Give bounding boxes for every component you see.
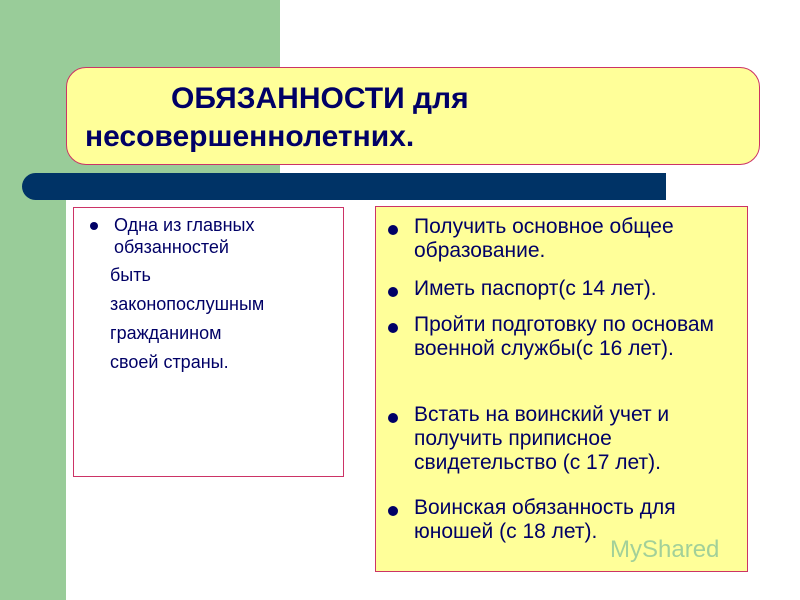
bullet-dot-icon [388,225,398,235]
list-item-text: Получить основное общее образование. [414,215,674,262]
list-item [386,277,741,301]
list-item-text: Встать на воинский учет и получить приписное свидетельство (с 17 лет). [414,403,670,474]
list-item-text: Иметь паспорт(с 14 лет). [414,277,657,300]
left-text-line: законопослушным [110,294,265,314]
left-text-line: гражданином [110,323,222,343]
bullet-dot-icon [388,323,398,333]
slide-title-line-1: ОБЯЗАННОСТИ для [171,82,469,115]
watermark-logo: MyShared [610,536,720,563]
bullet-dot-icon [388,413,398,423]
list-item [386,403,741,475]
list-item [386,313,741,361]
left-text-line: своей страны. [110,352,229,372]
list-item-text: Пройти подготовку по основам военной службы(с 16 лет). [414,313,714,360]
bullet-dot-icon [388,506,398,516]
bullet-dot-icon [388,287,398,297]
left-bullet-text: Одна из главных обязанностей [114,215,255,257]
left-text-box [73,207,344,477]
list-item-text: Воинская обязанность для юношей (с 18 лет). [414,496,676,543]
slide-title-box [66,67,760,165]
left-bullet-item [86,214,336,258]
list-item [386,215,741,263]
bullet-dot-icon [90,222,98,230]
slide-title-line-2: несовершеннолетних. [85,120,415,153]
left-text-line: быть [110,265,151,285]
decorative-divider-bar [40,173,666,200]
right-list-box [375,206,748,572]
